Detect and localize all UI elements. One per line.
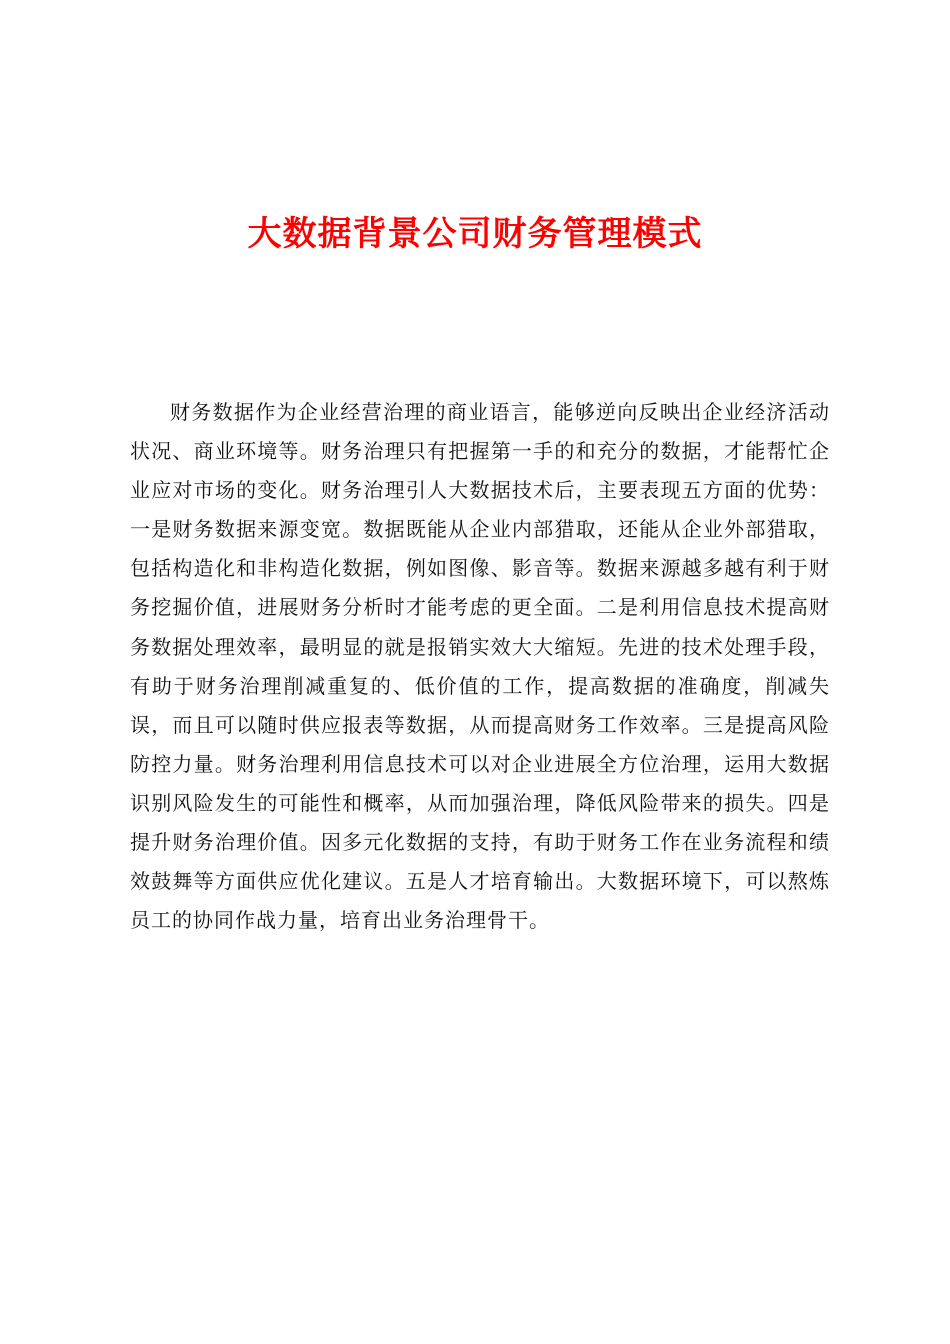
body-paragraph: 财务数据作为企业经营治理的商业语言，能够逆向反映出企业经济活动状况、商业环境等。财务治理只有把握第一手的和充分的数据，才能帮忙企业应对市场的变化。财务治理引人大数据技术后，主要表现五方面的优势：一是财务数据来源变宽。数据既能从企业内部猎取，还能从企业外部猎取，包括构造化和非构造化数据，例如图像、影音等。数据来源越多越有利于财务挖掘价值，进展财务分析时才能考虑的更全面。二是利用信息技术提高财务数据处理效率，最明显的就是报销实效大大缩短。先进的技术处理手段，有助于财务治理削减重复的、低价值的工作，提高数据的准确度，削减失误，而且可以随时供应报表等数据，从而提高财务工作效率。三是提高风险防控力量。财务治理利用信息技术可以对企业进展全方位治理，运用大数据识别风险发生的可能性和概率，从而加强治理，降低风险带来的损失。四是提升财务治理价值。因多元化数据的支持，有助于财务工作在业务流程和绩效鼓舞等方面供应优化建议。五是人才培育输出。大数据环境下，可以熬炼员工的协同作战力量，培育出业务治理骨干。 — [130, 400, 830, 933]
document-title: 大数据背景公司财务管理模式 — [247, 214, 703, 254]
